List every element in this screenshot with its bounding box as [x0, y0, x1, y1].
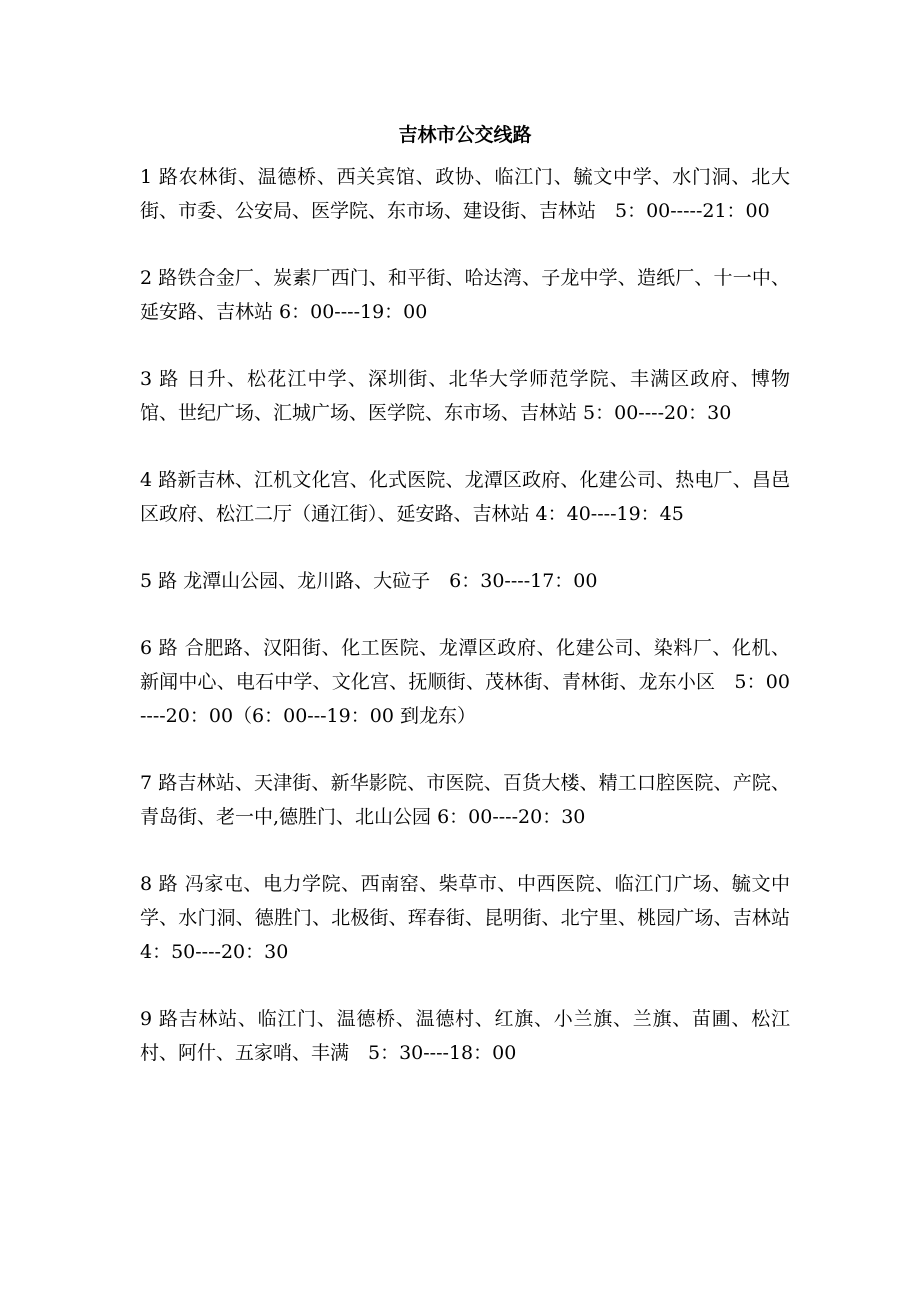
document-title: 吉林市公交线路	[398, 124, 532, 146]
route-7-paragraph: 7 路吉林站、天津街、新华影院、市医院、百货大楼、精工口腔医院、产院、青岛街、老一中,德胜门、北山公园 6：00----20：30	[140, 772, 790, 828]
route-5-paragraph: 5 路 龙潭山公园、龙川路、大砬子 6：30----17：00	[140, 570, 598, 592]
route-6-paragraph: 6 路 合肥路、汉阳街、化工医院、龙潭区政府、化建公司、染料厂、化机、新闻中心、电石中学、文化宫、抚顺街、茂林街、青林街、龙东小区 5：00----20：00（6：00---19：00 到龙东）	[140, 637, 790, 727]
route-9-paragraph: 9 路吉林站、临江门、温德桥、温德村、红旗、小兰旗、兰旗、苗圃、松江村、阿什、五家哨、丰满 5：30----18：00	[140, 1008, 790, 1064]
document-page	[140, 118, 790, 1103]
route-2-paragraph: 2 路铁合金厂、炭素厂西门、和平街、哈达湾、子龙中学、造纸厂、十一中、延安路、吉林站 6：00----19：00	[140, 267, 790, 323]
route-3-paragraph: 3 路 日升、松花江中学、深圳街、北华大学师范学院、丰满区政府、博物馆、世纪广场、汇城广场、医学院、东市场、吉林站 5：00----20：30	[140, 368, 790, 424]
route-1-paragraph: 1 路农林街、温德桥、西关宾馆、政协、临江门、毓文中学、水门洞、北大街、市委、公安局、医学院、东市场、建设街、吉林站 5：00-----21：00	[140, 166, 790, 222]
route-4-paragraph: 4 路新吉林、江机文化宫、化式医院、龙潭区政府、化建公司、热电厂、昌邑区政府、松江二厅（通江街）、延安路、吉林站 4：40----19：45	[140, 469, 790, 525]
route-8-paragraph: 8 路 冯家屯、电力学院、西南窑、柴草市、中西医院、临江门广场、毓文中学、水门洞、德胜门、北极街、珲春街、昆明街、北宁里、桃园广场、吉林站 4：50----20：30	[140, 873, 790, 963]
